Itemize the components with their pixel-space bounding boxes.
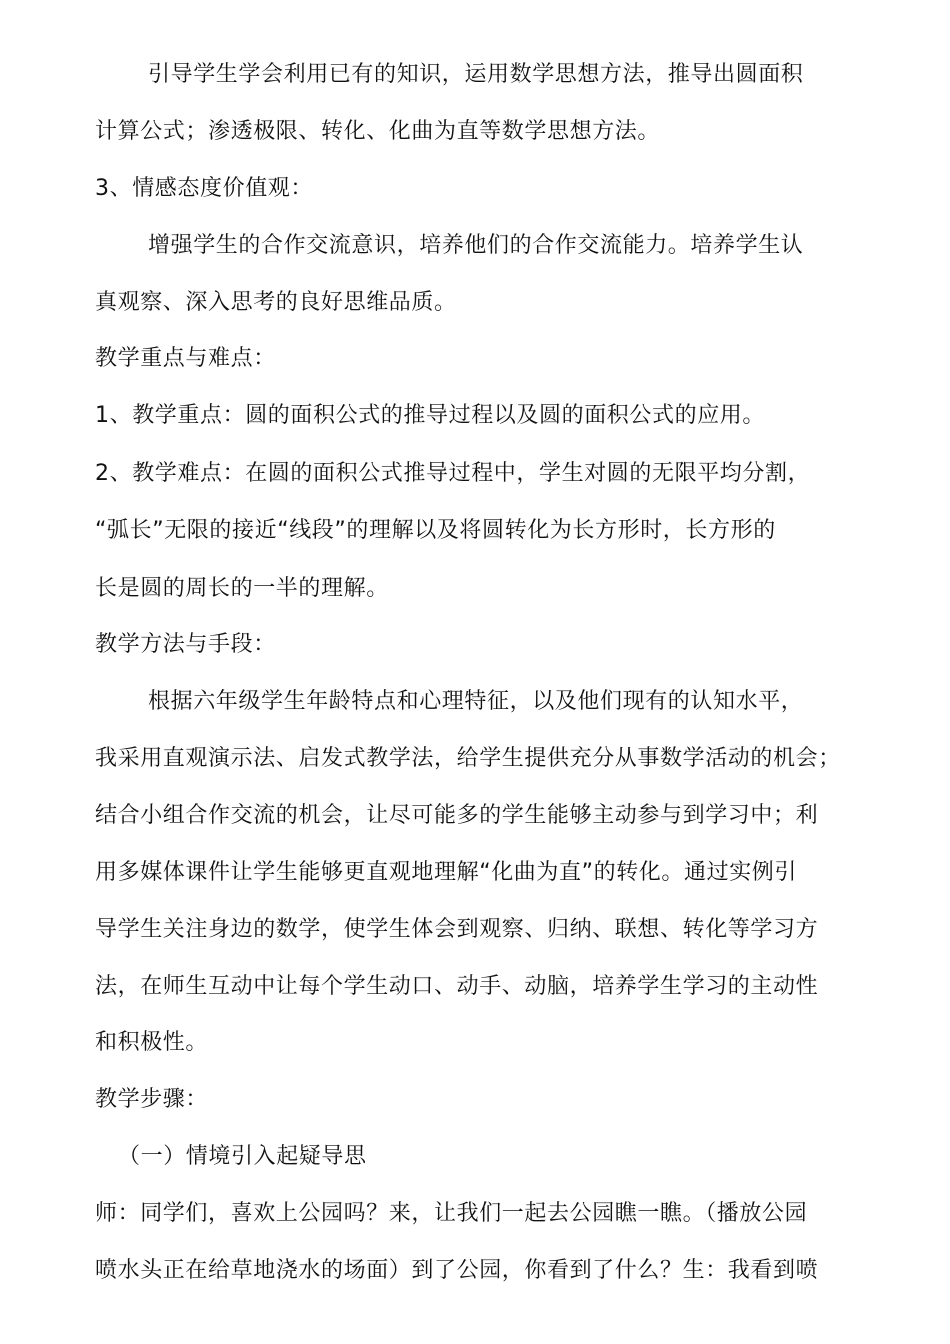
paragraph-line: 师：同学们，喜欢上公园吗？来，让我们一起去公园瞧一瞧。（播放公园 — [95, 1201, 808, 1226]
section-heading: 教学步骤： — [95, 1087, 209, 1112]
paragraph-line: 和积极性。 — [95, 1030, 209, 1055]
subsection-heading: （一）情境引入起疑导思 — [118, 1144, 367, 1169]
section-heading: 教学重点与难点： — [95, 346, 276, 371]
paragraph-line: 计算公式；渗透极限、转化、化曲为直等数学思想方法。 — [95, 119, 661, 144]
paragraph-line: 结合小组合作交流的机会，让尽可能多的学生能够主动参与到学习中；利 — [95, 803, 819, 828]
paragraph-line: 喷水头正在给草地浇水的场面）到了公园，你看到了什么？生：我看到喷 — [95, 1258, 819, 1283]
paragraph-line: 真观察、深入思考的良好思维品质。 — [95, 290, 457, 315]
section-heading: 教学方法与手段： — [95, 632, 276, 657]
paragraph-line: 根据六年级学生年龄特点和心理特征，以及他们现有的认知水平， — [148, 689, 804, 714]
paragraph-line: 长是圆的周长的一半的理解。 — [95, 576, 389, 601]
paragraph-line: 法，在师生互动中让每个学生动口、动手、动脑，培养学生学习的主动性 — [95, 974, 819, 999]
paragraph-line: 我采用直观演示法、启发式教学法，给学生提供充分从事数学活动的机会； — [95, 746, 841, 771]
paragraph-line: 导学生关注身边的数学，使学生体会到观察、归纳、联想、转化等学习方 — [95, 917, 819, 942]
list-item: 1、教学重点：圆的面积公式的推导过程以及圆的面积公式的应用。 — [95, 403, 765, 428]
paragraph-line: 引导学生学会利用已有的知识，运用数学思想方法，推导出圆面积 — [148, 62, 804, 87]
section-heading: 3、情感态度价值观： — [95, 176, 313, 201]
list-item: 2、教学难点：在圆的面积公式推导过程中，学生对圆的无限平均分割， — [95, 461, 811, 486]
paragraph-line: 用多媒体课件让学生能够更直观地理解“化曲为直”的转化。通过实例引 — [95, 860, 797, 885]
paragraph-line: 增强学生的合作交流意识，培养他们的合作交流能力。培养学生认 — [148, 233, 804, 258]
paragraph-line: “弧长”无限的接近“线段”的理解以及将圆转化为长方形时，长方形的 — [95, 518, 776, 543]
